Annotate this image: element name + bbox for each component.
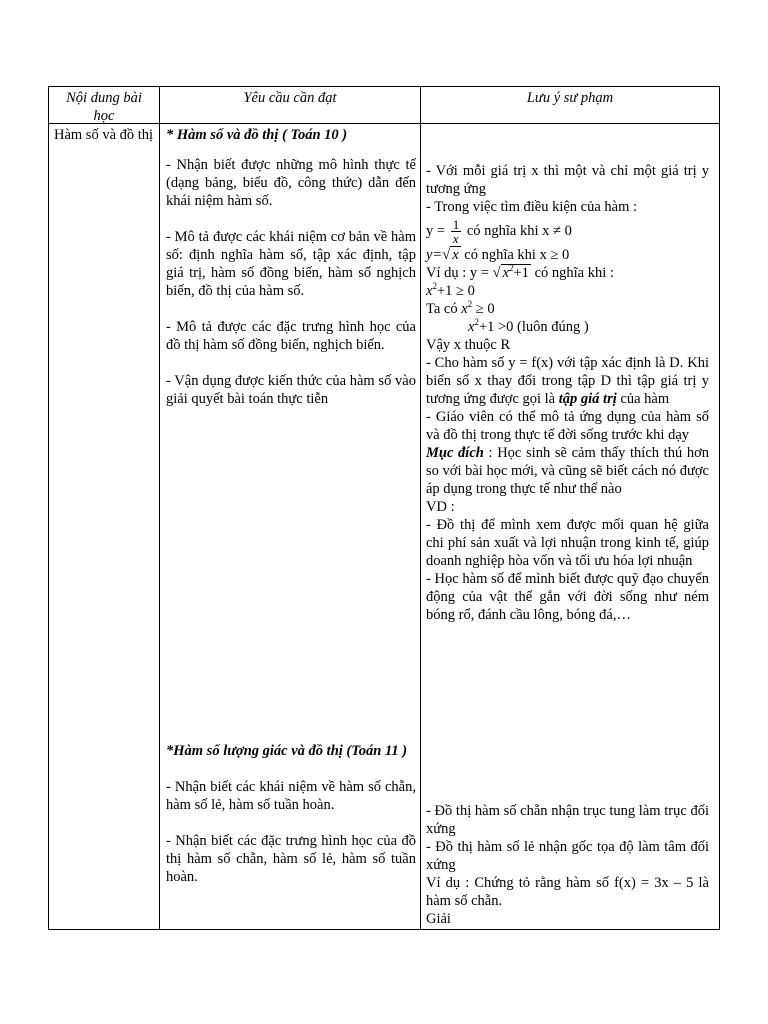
note-line: Giải [426, 911, 451, 927]
fraction: $\frac{1}{x}$ [452, 217, 460, 247]
requirements-column-grade11 [166, 742, 416, 886]
table-border-top [48, 86, 720, 87]
formula-line: $x^2+1 >0$ (luôn đúng ) [468, 317, 589, 335]
table-border-right [719, 86, 720, 930]
formula-line: Ta có $x^2 \ge 0$ [426, 299, 495, 317]
table-column-divider-1 [159, 86, 160, 930]
requirement-item: - Nhận biết được những mô hình thực tế (dạng bảng, biểu đồ, công thức) dẫn đến khái niệm hàm số. [166, 157, 416, 209]
note-line: - Với mỗi giá trị x thì một và chỉ một giá trị y tương ứng [426, 163, 709, 197]
sqrt-symbol: √ [442, 247, 451, 263]
header-content: Nội dung bài học [66, 90, 142, 124]
note-line: - Đồ thị hàm số chẵn nhận trục tung làm trục đối xứng [426, 803, 709, 837]
requirement-item: - Nhận biết các đặc trưng hình học của đồ thị hàm số chẵn, hàm số lẻ, hàm số tuần hoàn. [166, 833, 416, 885]
formula-sqrt: y=√ x có nghĩa khi x ≥ 0 [426, 247, 570, 263]
requirement-item: - Mô tả được các khái niệm cơ bản về hàm số: định nghĩa hàm số, tập xác định, tập giá trị, hàm số đồng biến, hàm số nghịch biến, đồ thị của hàm số. [166, 229, 416, 299]
formula-example: Ví dụ : y = √ $x^2+1$ có nghĩa khi : [426, 263, 614, 281]
note-line: VD : [426, 499, 455, 515]
sqrt-symbol: √ [492, 265, 501, 281]
note-line: - Học hàm số để mình biết được quỹ đạo chuyển động của vật thể gắn với đời sống như ném bóng rổ, đánh cầu lông, bóng đá,… [426, 571, 709, 623]
header-pedagogy-notes: Lưu ý sư phạm [526, 90, 614, 106]
note-line: Mục đích : Học sinh sẽ cảm thấy thích thú hơn so với bài học mới, và cũng sẽ biết cách nó được áp dụng trong thực tế như thế nào [426, 445, 710, 497]
table-border-left [48, 86, 49, 930]
pedagogy-notes-column-grade11 [426, 802, 709, 928]
formula-reciprocal: y = $\frac{1}{x}$ có nghĩa khi x ≠ 0 [426, 217, 572, 247]
table-border-bottom [48, 929, 720, 930]
header-requirements: Yêu cầu cần đạt [243, 90, 337, 106]
note-line: - Đồ thị để mình xem được mối quan hệ giữa chi phí sản xuất và lợi nhuận trong kinh tế, giúp doanh nghiệp hòa vốn và tối ưu hóa lợi nhuận [426, 517, 709, 569]
table-column-divider-2 [420, 86, 421, 930]
formula-line: $x^2+1 \ge 0$ [426, 281, 475, 299]
requirement-item: - Vận dụng được kiến thức của hàm số vào giải quyết bài toán thực tiễn [166, 373, 416, 407]
requirements-column [166, 126, 416, 408]
note-line: - Giáo viên có thể mô tả ứng dụng của hàm số và đồ thị trong thực tế đời sống trước khi dạy [426, 409, 709, 443]
topic-cell: Hàm số và đồ thị [54, 127, 154, 143]
section-title-grade10: * Hàm số và đồ thị ( Toán 10 ) [166, 127, 348, 143]
note-line: Ví dụ : Chứng tỏ rằng hàm số f(x) = 3x – 5 là hàm số chẵn. [426, 875, 709, 909]
section-title-grade11: *Hàm số lượng giác và đồ thị (Toán 11 ) [166, 743, 408, 759]
requirement-item: - Mô tả được các đặc trưng hình học của đồ thị hàm số đồng biến, nghịch biến. [166, 319, 416, 353]
requirement-item: - Nhận biết các khái niệm về hàm số chẵn, hàm số lẻ, hàm số tuần hoàn. [166, 779, 416, 813]
note-line: Vậy x thuộc R [426, 337, 511, 353]
sqrt-radicand: $x^2+1$ [502, 263, 529, 281]
note-line: - Cho hàm số y = f(x) với tập xác định là D. Khi biến số x thay đổi trong tập D thì tập giá trị y tương ứng được gọi là tập giá trị của hàm [426, 355, 709, 407]
note-line: - Trong việc tìm điều kiện của hàm : [426, 199, 638, 215]
note-line: - Đồ thị hàm số lẻ nhận gốc tọa độ làm tâm đối xứng [426, 839, 709, 873]
pedagogy-notes-column [426, 162, 709, 624]
